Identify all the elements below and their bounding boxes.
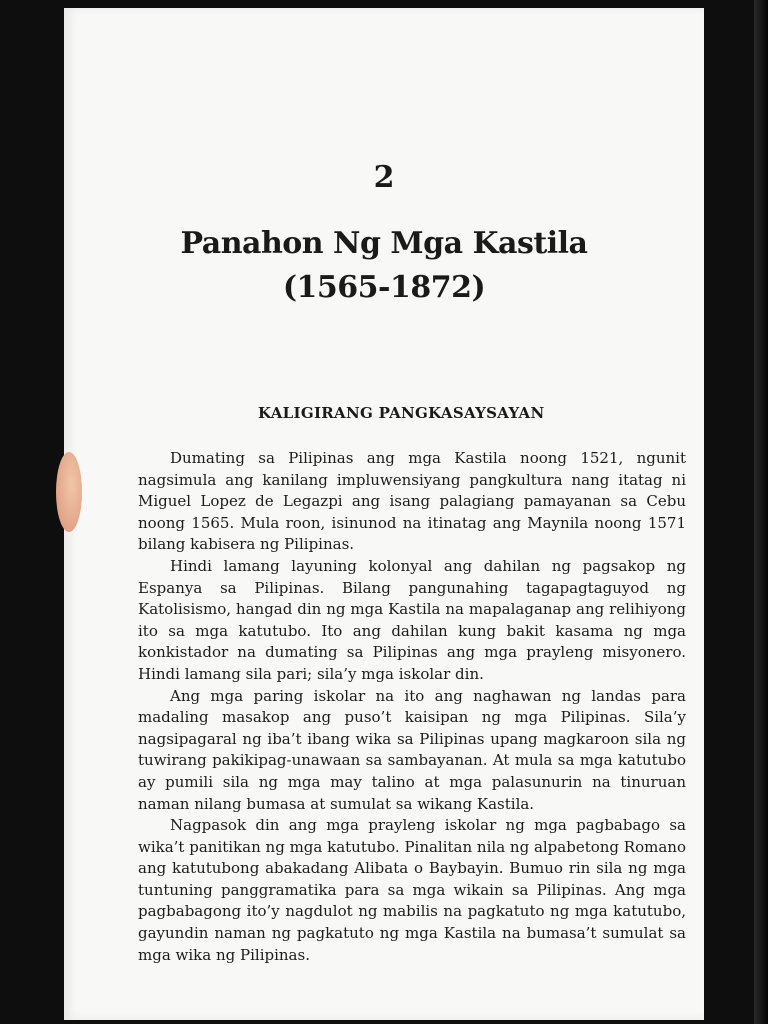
chapter-number: 2	[373, 160, 395, 195]
paragraph-4: Nagpasok din ang mga prayleng iskolar ng mga pagbabago sa wika’t panitikan ng mga katutubo. Pinalitan nila ng alpabetong Romano ang katutubong abakadang Alibata o Baybayin. Bumuo rin sila ng mga tuntuning panggramatika para sa mga wikain sa Pilipinas. Ang mga pagbabagong ito’y nagdulot ng mabilis na pagkatuto ng mga katutubo, gayundin naman ng pagkatuto ng mga Kastila na bumasa’t sumulat sa mga wika ng Pilipinas.	[138, 816, 686, 964]
paragraph-1: Dumating sa Pilipinas ang mga Kastila noong 1521, ngunit nagsimula ang kanilang impluwensiyang pangkultura nang itatag ni Miguel Lopez de Legazpi ang isang palagiang pamayanan sa Cebu noong 1565. Mula roon, isinunod na itinatag ang Maynila noong 1571 bilang kabisera ng Pilipinas.	[138, 449, 686, 554]
section-heading: KALIGIRANG PANGKASAYSAYAN	[258, 404, 545, 422]
body-text	[138, 448, 686, 966]
book-spine-edge	[754, 0, 768, 1024]
chapter-title	[0, 222, 768, 310]
paragraph-3: Ang mga paring iskolar na ito ang naghawan ng landas para madaling masakop ang puso’t kaisipan ng mga Pilipinas. Sila’y nagsipagaral ng iba’t ibang wika sa Pilipinas upang magkaroon sila ng tuwirang pakikipag-unawaan sa sambayanan. At mula sa mga katutubo ay pumili sila ng mga may talino at mga palasunurin na tinuruan naman nilang bumasa at sumulat sa wikang Kastila.	[138, 686, 686, 813]
chapter-title-line-1: Panahon Ng Mga Kastila	[180, 226, 588, 261]
chapter-title-line-2: (1565-1872)	[282, 270, 486, 305]
paragraph-2: Hindi lamang layuning kolonyal ang dahilan ng pagsakop ng Espanya sa Pilipinas. Bilang pangunahing tagapagtaguyod ng Katolisismo, hangad din ng mga Kastila na mapalaganap ang relihiyong ito sa mga katutubo. Ito ang dahilan kung bakit kasama ng mga konkistador na dumating sa Pilipinas ang mga prayleng misyonero. Hindi lamang sila pari; sila’y mga iskolar din.	[138, 556, 686, 683]
thumb	[56, 452, 82, 532]
